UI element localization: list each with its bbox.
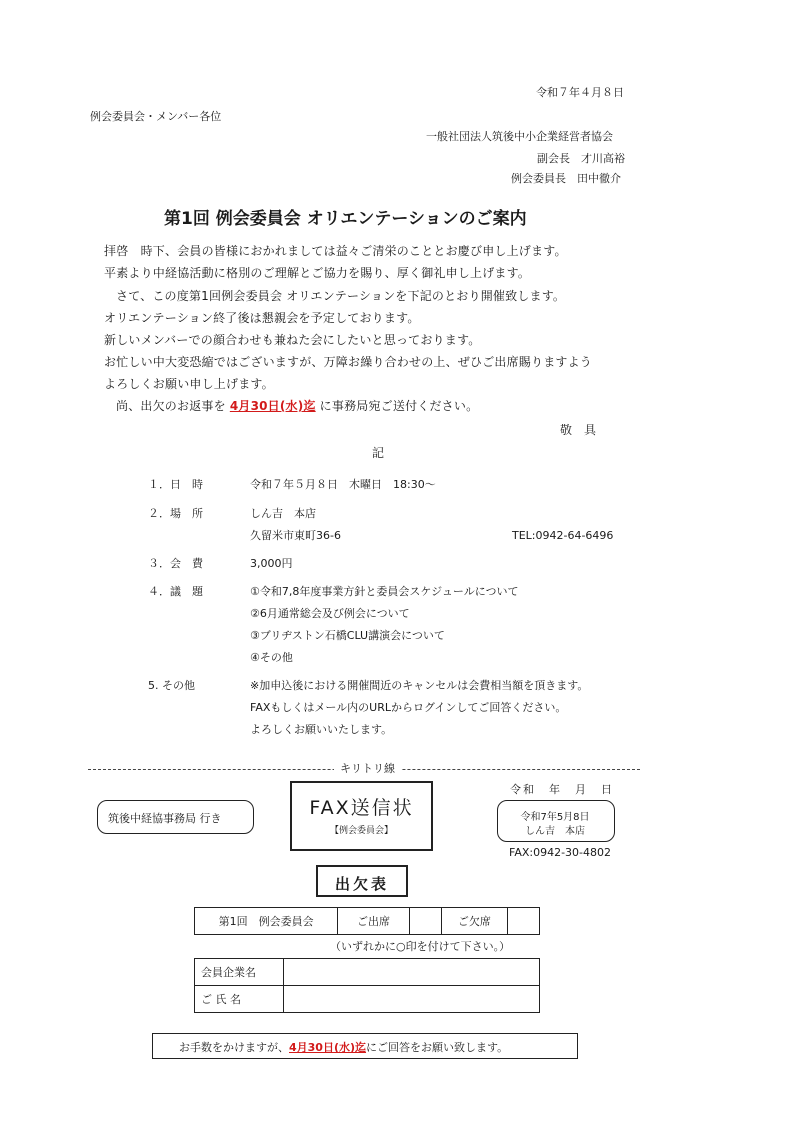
item-label: ２．場 所 xyxy=(148,507,203,520)
agenda-item: ①令和7,8年度事業方針と委員会スケジュールについて xyxy=(250,585,519,598)
fee-value: 3,000円 xyxy=(250,557,293,570)
item-label: ３．会 費 xyxy=(148,557,203,570)
body-line: オリエンテーション終了後は懇親会を予定しております。 xyxy=(104,311,420,325)
ki-heading: 記 xyxy=(372,446,385,460)
name-label: ご 氏 名 xyxy=(195,986,284,1013)
item-date-value: 令和７年５月８日 木曜日 18:30～ xyxy=(250,478,436,491)
body-line: 新しいメンバーでの顔合わせも兼ねた会にしたいと思っております。 xyxy=(104,333,481,347)
footer-deadline: 4月30日(水)迄 xyxy=(289,1041,367,1054)
body-line: 平素より中経協活動に格別のご理解とご協力を賜り、厚く御礼申し上げます。 xyxy=(104,266,531,280)
other-note: よろしくお願いいたします。 xyxy=(250,723,393,736)
name-field[interactable] xyxy=(284,986,540,1013)
document-date: 令和７年４月８日 xyxy=(536,86,624,99)
event-info-date: 令和7年5月8日 xyxy=(520,812,590,823)
company-label: 会員企業名 xyxy=(195,959,284,986)
body-line: よろしくお願い申し上げます。 xyxy=(104,377,274,391)
attendance-title: 出欠表 xyxy=(334,875,389,893)
sender-vice-president: 副会長 才川高裕 xyxy=(537,152,625,165)
deadline-text: 尚、出欠のお返事を xyxy=(116,399,226,413)
agenda-item: ③ブリヂストン石橋CLU講演会について xyxy=(250,629,445,642)
fax-title: FAX送信状 xyxy=(309,797,414,819)
other-note: FAXもしくはメール内のURLからログインしてご回答ください。 xyxy=(250,701,567,714)
attend-label: ご出席 xyxy=(338,908,409,935)
body-line: お忙しい中大変恐縮ではございますが、万障お繰り合わせの上、ぜひご出席賜りますよう xyxy=(104,355,593,369)
fax-subtitle: 【例会委員会】 xyxy=(329,826,393,836)
footer-box xyxy=(152,1033,578,1059)
event-info-box xyxy=(497,800,615,842)
attend-checkbox[interactable] xyxy=(409,908,441,935)
venue-name: しん吉 本店 xyxy=(250,507,316,520)
event-cell: 第1回 例会委員会 xyxy=(195,908,338,935)
absent-label: ご欠席 xyxy=(442,908,508,935)
closing: 敬 具 xyxy=(560,423,597,437)
item-label: 5. その他 xyxy=(148,679,195,692)
agenda-item: ④その他 xyxy=(250,651,293,664)
deadline-text-after: に事務局宛ご送付ください。 xyxy=(319,399,479,413)
sender-organization: 一般社団法人筑後中小企業経営者協会 xyxy=(426,130,613,143)
fax-number: FAX:0942-30-4802 xyxy=(509,846,612,859)
member-info-table xyxy=(194,958,540,1013)
footer-text-before: お手数をかけますが、 xyxy=(179,1041,289,1054)
item-label: １．日 時 xyxy=(148,478,203,491)
fax-title-box xyxy=(290,781,433,851)
company-field[interactable] xyxy=(284,959,540,986)
venue-tel: TEL:0942-64-6496 xyxy=(512,529,614,542)
footer-text xyxy=(179,1039,508,1055)
recipient: 例会委員会・メンバー各位 xyxy=(90,110,222,123)
item-label: ４．議 題 xyxy=(148,585,203,598)
to-office: 筑後中経協事務局 行き xyxy=(108,812,222,825)
document-title: 第1回 例会委員会 オリエンテーションのご案内 xyxy=(164,209,527,229)
attendance-title-box xyxy=(316,865,408,897)
venue-address: 久留米市東町36-6 xyxy=(250,529,341,542)
deadline-line xyxy=(116,397,478,414)
to-office-box xyxy=(97,800,254,834)
event-info-venue: しん吉 本店 xyxy=(525,826,585,837)
other-note: ※加申込後における開催間近のキャンセルは会費相当額を頂きます。 xyxy=(250,679,589,692)
cut-line-label: キリトリ線 xyxy=(334,760,401,776)
body-line: さて、この度第1回例会委員会 オリエンテーションを下記のとおり開催致します。 xyxy=(116,289,566,303)
body-line: 拝啓 時下、会員の皆様におかれましては益々ご清栄のこととお慶び申し上げます。 xyxy=(104,244,567,258)
footer-text-after: にご回答をお願い致します。 xyxy=(366,1041,509,1054)
agenda-item: ②6月通常総会及び例会について xyxy=(250,607,410,620)
absent-checkbox[interactable] xyxy=(507,908,539,935)
sender-committee-chair: 例会委員長 田中徹介 xyxy=(511,172,621,185)
reply-date: 令和 年 月 日 xyxy=(510,783,614,796)
instruction: （いずれかに○印を付けて下さい。） xyxy=(330,940,511,953)
attendance-table xyxy=(194,907,540,935)
deadline-date: 4月30日(水)迄 xyxy=(229,399,316,413)
